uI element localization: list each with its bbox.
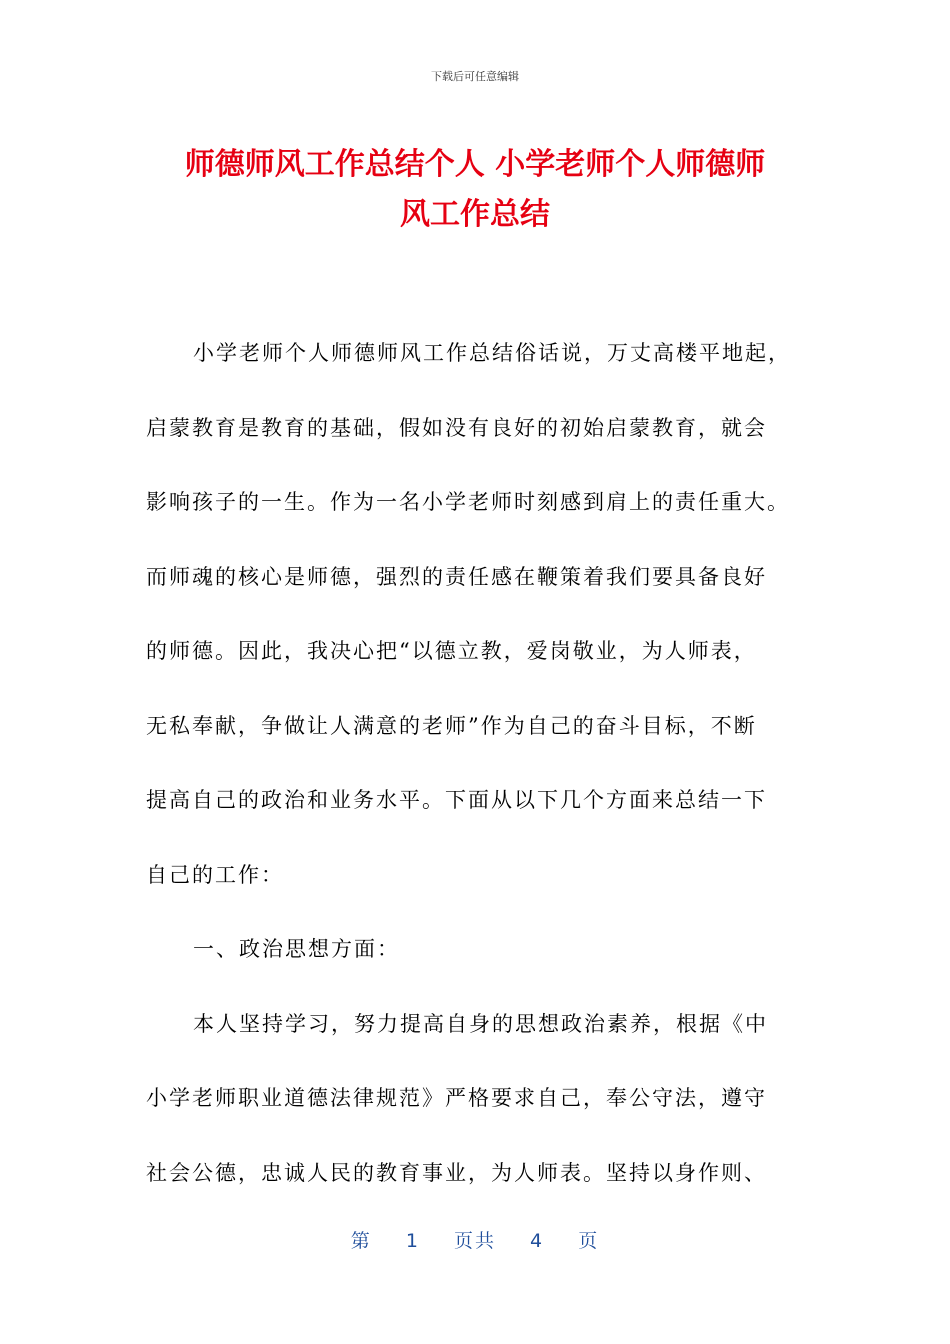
text-line: 影响孩子的一生。作为一名小学老师时刻感到肩上的责任重大。	[146, 490, 790, 514]
text-line: 小学老师个人师德师风工作总结俗话说，万丈高楼平地起，	[193, 341, 791, 365]
page-footer	[0, 1226, 950, 1253]
footer-suffix: 页	[578, 1230, 600, 1252]
footer-page-number: 1	[405, 1230, 420, 1252]
title-line-1: 师德师风工作总结个人 小学老师个人师德师	[184, 147, 766, 182]
header-note: 下载后可任意编辑	[431, 70, 519, 83]
text-line: 启蒙教育是教育的基础，假如没有良好的初始启蒙教育，就会	[146, 415, 767, 440]
footer-prefix: 第	[350, 1230, 372, 1252]
text-line: 的师德。因此，我决心把“以德立教，爱岗敬业，为人师表，	[146, 639, 757, 663]
text-line: 本人坚持学习，努力提高自身的思想政治素养，根据《中	[193, 1011, 768, 1036]
text-line: 社会公德，忠诚人民的教育事业，为人师表。坚持以身作则、	[146, 1160, 767, 1185]
text-line: 而师魂的核心是师德，强烈的责任感在鞭策着我们要具备良好	[146, 564, 767, 589]
footer-middle: 页共	[453, 1230, 496, 1252]
document-body	[146, 316, 814, 1210]
title-line-2: 风工作总结	[400, 197, 550, 232]
text-line: 无私奉献，争做让人满意的老师”作为自己的奋斗目标，不断	[146, 713, 757, 738]
paragraph-intro	[146, 316, 814, 912]
text-line: 小学老师职业道德法律规范》严格要求自己，奉公守法，遵守	[146, 1086, 767, 1110]
document-title	[140, 140, 810, 240]
section-heading-text: 一、政治思想方面：	[193, 937, 400, 961]
text-line: 提高自己的政治和业务水平。下面从以下几个方面来总结一下	[146, 788, 767, 812]
paragraph-politics	[146, 987, 814, 1211]
text-line: 自己的工作：	[146, 862, 284, 887]
section-heading	[146, 912, 814, 987]
footer-total-pages: 4	[530, 1230, 545, 1252]
